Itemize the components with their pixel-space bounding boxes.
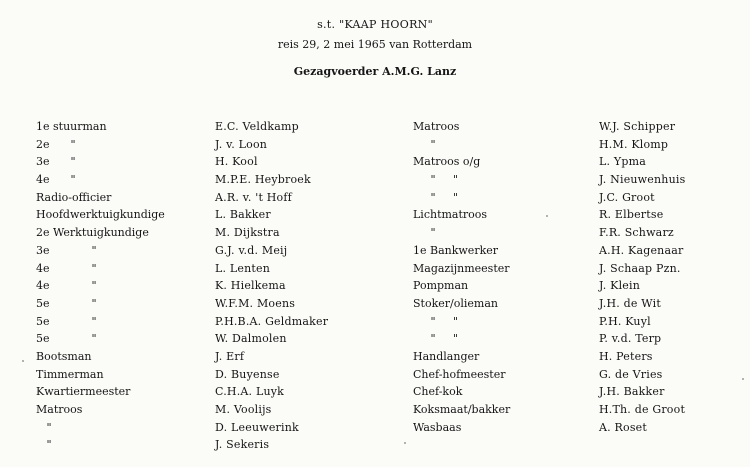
crew-rank: " [36, 420, 52, 434]
crew-rank: Wasbaas [413, 420, 462, 434]
ship-name: s.t. "KAAP HOORN" [317, 18, 433, 31]
crew-name: P. v.d. Terp [599, 332, 662, 346]
crew-rank: 5e " [36, 296, 97, 310]
right-ranks-column [413, 118, 591, 436]
crew-name: W.J. Schipper [599, 120, 676, 133]
crew-name: J. Nieuwenhuis [599, 173, 686, 187]
crew-rank: 3e " [36, 243, 97, 257]
crew-rank: Stoker/olieman [413, 296, 498, 310]
crew-name: J.C. Groot [599, 190, 655, 204]
crew-name: A. Roset [599, 420, 648, 434]
crew-name: E.C. Veldkamp [215, 120, 299, 133]
crew-name: M. Dijkstra [215, 226, 280, 240]
crew-name: H. Kool [215, 155, 258, 169]
crew-rank: Timmerman [36, 367, 104, 381]
scan-speck [742, 378, 744, 380]
crew-rank: " [413, 226, 436, 240]
crew-name: H.M. Klomp [599, 137, 669, 151]
crew-name: A.H. Kagenaar [599, 243, 684, 257]
crew-name: P.H. Kuyl [599, 314, 651, 328]
crew-name: J. Sekeris [215, 438, 270, 452]
crew-name: M. Voolijs [215, 403, 272, 416]
crew-rank: 4e " [36, 173, 76, 187]
crew-rank: Lichtmatroos [413, 208, 488, 222]
crew-name: H. Peters [599, 349, 653, 363]
crew-name: G.J. v.d. Meij [215, 243, 288, 257]
crew-name: W. Dalmolen [215, 332, 287, 346]
crew-rank: Chef-hofmeester [413, 367, 506, 381]
crew-rank: 2e " [36, 137, 76, 151]
crew-name: D. Leeuwerink [215, 420, 299, 434]
crew-rank: Matroos [413, 120, 460, 133]
crew-name: M.P.E. Heybroek [215, 173, 311, 187]
crew-name: J.H. Bakker [599, 385, 665, 399]
scan-speck [22, 360, 24, 362]
crew-rank: Matroos [36, 403, 83, 416]
crew-name: C.H.A. Luyk [215, 385, 285, 399]
scan-speck [404, 442, 406, 444]
crew-rank: " [413, 137, 436, 151]
crew-rank: 5e " [36, 332, 97, 346]
crew-rank: " " [413, 173, 459, 187]
crew-name: J. v. Loon [215, 137, 268, 151]
crew-rank: 4e " [36, 279, 97, 293]
crew-rank: " " [413, 332, 459, 346]
crew-name: J. Erf [215, 349, 245, 363]
crew-rank: 1e stuurman [36, 120, 107, 133]
crew-name: L. Lenten [215, 261, 271, 275]
crew-name: A.R. v. 't Hoff [215, 190, 292, 204]
crew-rank: 1e Bankwerker [413, 243, 499, 257]
crew-rank: " [36, 438, 52, 452]
crew-rank: Pompman [413, 279, 469, 293]
crew-rank: Matroos o/g [413, 155, 481, 169]
left-ranks-column [36, 118, 208, 454]
crew-rank: " " [413, 314, 459, 328]
crew-rank: 3e " [36, 155, 76, 169]
crew-name: J.H. de Wit [599, 296, 661, 310]
crew-name: H.Th. de Groot [599, 403, 686, 416]
crew-rank: 5e " [36, 314, 97, 328]
crew-name: J. Schaap Pzn. [599, 261, 681, 275]
captain-line: Gezagvoerder A.M.G. Lanz [293, 65, 457, 78]
crew-rank: 4e " [36, 261, 97, 275]
crew-rank: Chef-kok [413, 385, 463, 399]
voyage-line: reis 29, 2 mei 1965 van Rotterdam [277, 38, 473, 51]
crew-name: F.R. Schwarz [599, 226, 674, 240]
crew-rank: " " [413, 190, 459, 204]
scan-speck [546, 215, 548, 217]
left-names-column [215, 118, 410, 454]
crew-rank: Magazijnmeester [413, 261, 510, 275]
crew-name: G. de Vries [599, 367, 663, 381]
crew-rank: Handlanger [413, 349, 480, 363]
crew-name: K. Hielkema [215, 279, 286, 293]
crew-rank: Radio-officier [36, 190, 112, 204]
crew-name: D. Buyense [215, 367, 280, 381]
crew-name: J. Klein [599, 279, 640, 293]
crew-rank: Bootsman [36, 349, 92, 363]
crew-rank: Koksmaat/bakker [413, 403, 511, 416]
crew-name: P.H.B.A. Geldmaker [215, 314, 329, 328]
crew-name: L. Bakker [215, 208, 271, 222]
crew-rank: Hoofdwerktuigkundige [36, 208, 165, 222]
crew-rank: Kwartiermeester [36, 385, 131, 399]
crew-rank: 2e Werktuigkundige [36, 226, 149, 240]
crew-name: W.F.M. Moens [215, 296, 296, 310]
right-names-column [599, 118, 747, 436]
crew-name: R. Elbertse [599, 208, 664, 222]
crew-name: L. Ypma [599, 155, 646, 169]
